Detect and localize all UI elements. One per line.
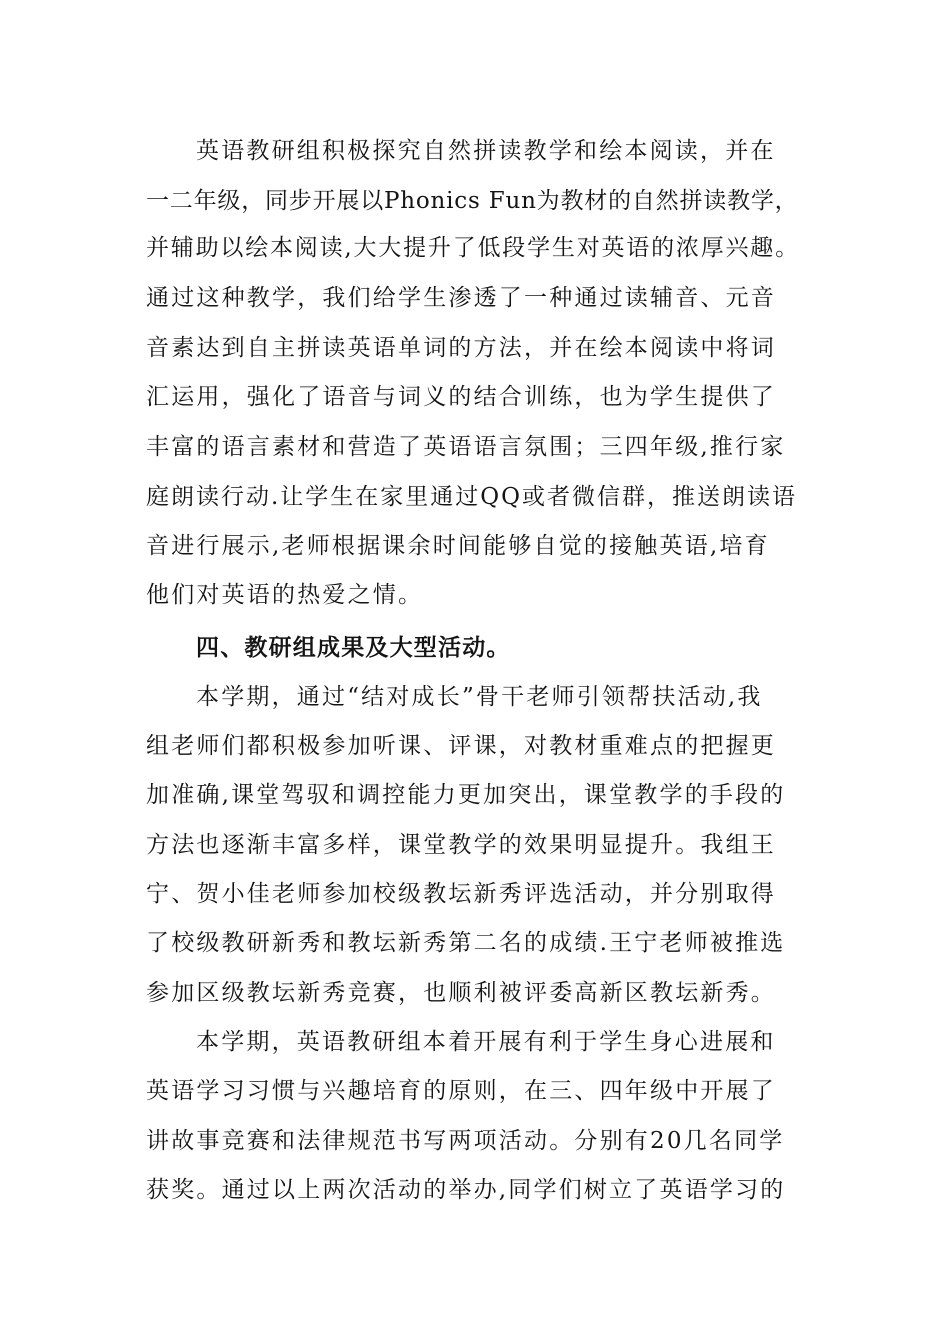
paragraph-line: 他们对英语的热爱之情。 (146, 582, 424, 608)
paragraph-line: 本学期，英语教研组本着开展有利于学生身心进展和 (196, 1029, 776, 1055)
paragraph-line: 了校级教研新秀和教坛新秀第二名的成绩.王宁老师被推选 (146, 930, 786, 956)
paragraph-line: 音素达到自主拼读英语单词的方法，并在绘本阅读中将词 (146, 335, 776, 361)
paragraph-line: 宁、贺小佳老师参加校级教坛新秀评选活动，并分别取得 (146, 881, 776, 907)
paragraph-line: 获奖。通过以上两次活动的举办,同学们树立了英语学习的 (146, 1177, 786, 1203)
paragraph-line: 庭朗读行动.让学生在家里通过QQ或者微信群，推送朗读语 (146, 484, 798, 510)
section-heading: 四、教研组成果及大型活动。 (196, 635, 511, 661)
paragraph-line: 音进行展示,老师根据课余时间能够自觉的接触英语,培育 (146, 533, 770, 559)
paragraph-line: 汇运用，强化了语音与词义的结合训练，也为学生提供了 (146, 384, 776, 410)
paragraph-line: 参加区级教坛新秀竞赛，也顺利被评委高新区教坛新秀。 (146, 980, 776, 1006)
paragraph-line: 通过这种教学，我们给学生渗透了一种通过读辅音、元音 (146, 285, 776, 311)
paragraph-line: 组老师们都积极参加听课、评课，对教材重难点的把握更 (146, 733, 776, 759)
paragraph-line: 一二年级，同步开展以Phonics Fun为教材的自然拼读教学， (146, 188, 799, 214)
paragraph-line: 加准确,课堂驾驭和调控能力更加突出，课堂教学的手段的 (146, 782, 786, 808)
paragraph-line: 并辅助以绘本阅读,大大提升了低段学生对英语的浓厚兴趣。 (146, 235, 800, 261)
paragraph-line: 方法也逐渐丰富多样，课堂教学的效果明显提升。我组王 (146, 832, 776, 858)
paragraph-line: 英语学习习惯与兴趣培育的原则，在三、四年级中开展了 (146, 1078, 776, 1104)
paragraph-line: 丰富的语言素材和营造了英语语言氛围；三四年级,推行家 (146, 434, 786, 460)
paragraph-line: 本学期，通过“结对成长”骨干老师引领帮扶活动,我 (196, 684, 763, 710)
paragraph-line: 英语教研组积极探究自然拼读教学和绘本阅读，并在 (196, 138, 776, 164)
paragraph-line: 讲故事竞赛和法律规范书写两项活动。分别有20几名同学 (146, 1128, 785, 1154)
